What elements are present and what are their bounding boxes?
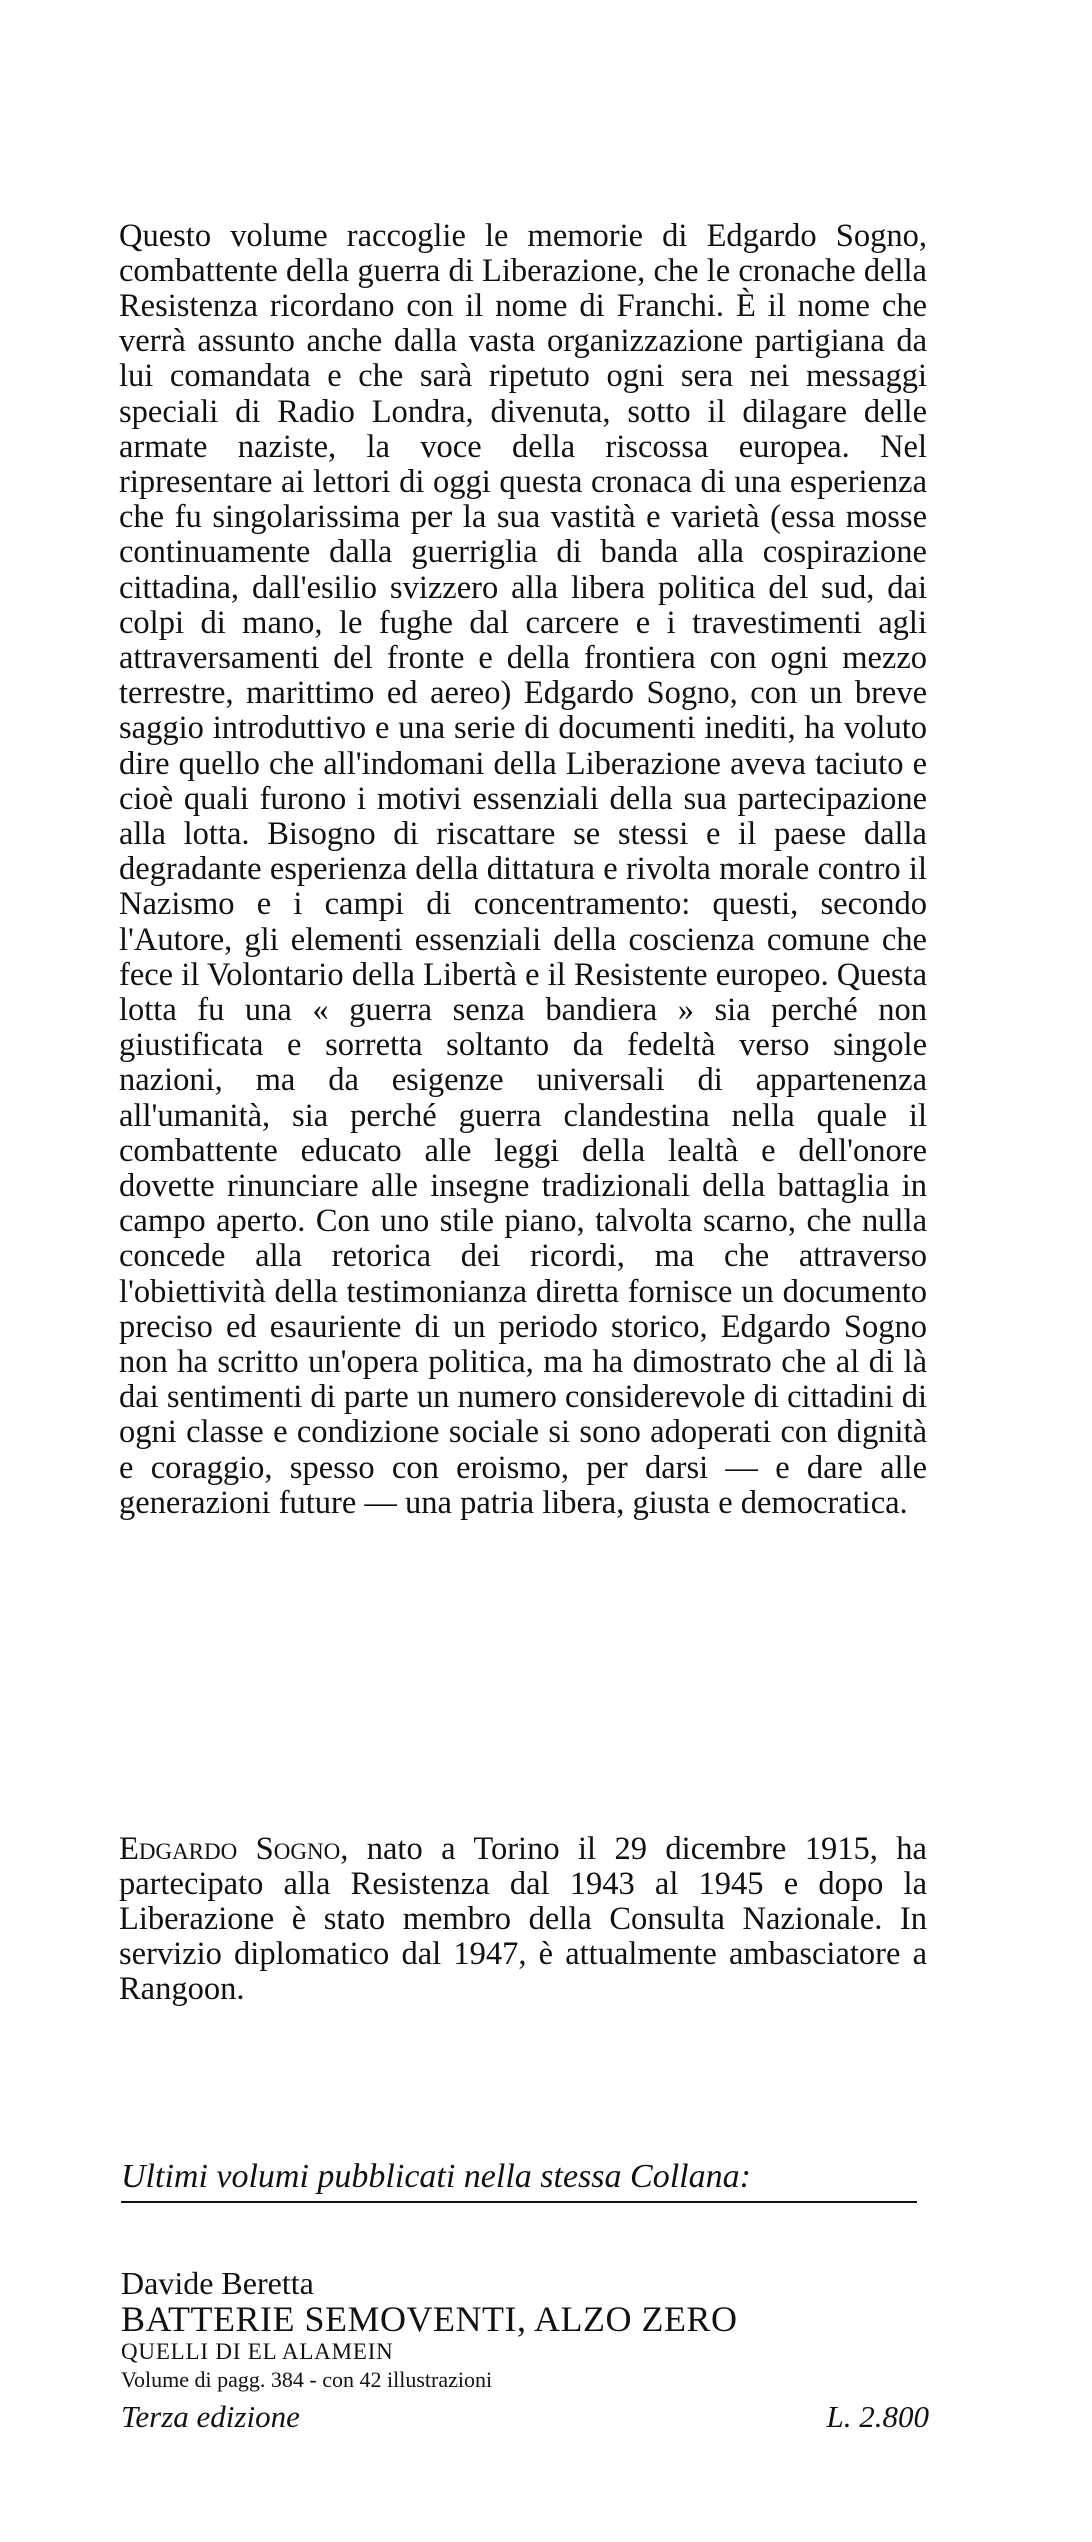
book-subtitle: QUELLI DI EL ALAMEIN <box>121 2339 394 2364</box>
book-price: L. 2.800 <box>826 2399 929 2434</box>
book-edition: Terza edizione <box>121 2399 300 2434</box>
author-bio-name: Edgardo Sogno <box>119 1830 341 1867</box>
book-author: Davide Beretta <box>121 2265 314 2301</box>
book-pages-info: Volume di pagg. 384 - con 42 illustrazioni <box>121 2367 493 2392</box>
description-paragraph: Questo volume raccoglie le memorie di Edgardo Sogno, combattente della guerra di Liberazione, che le cronache della Resistenza ricordano con il nome di Franchi. È il nome che verrà assunto anche dalla vasta organizzazione partigiana da lui comandata e che sarà ripetuto ogni sera nei messaggi speciali di Radio Londra, divenuta, sotto il dilagare delle armate naziste, la voce della riscossa europea. Nel ripresentare ai lettori di oggi questa cronaca di una esperienza che fu singolarissima per la sua vastità e varietà (essa mosse continuamente dalla guerriglia di banda alla cospirazione cittadina, dall'esilio svizzero alla libera politica del sud, dai colpi di mano, le fughe dal carcere e i travestimenti agli attraversamenti del fronte e della frontiera con ogni mezzo terrestre, marittimo ed aereo) Edgardo Sogno, con un breve saggio introduttivo e una serie di documenti inediti, ha voluto dire quello che all'indomani della Liberazione aveva taciuto e cioè quali furono i motivi essenziali della sua partecipazione alla lotta. Bisogno di riscattare se stessi e il paese dalla degradante esperienza della dittatura e rivolta morale contro il Nazismo e i campi di concentramento: questi, secondo l'Autore, gli elementi essenziali della coscienza comune che fece il Volontario della Libertà e il Resistente europeo. Questa lotta fu una « guerra senza bandiera » sia perché non giustificata e sorretta soltanto da fedeltà verso singole nazioni, ma da esigenze universali di appartenenza all'umanità, sia perché guerra clandestina nella quale il combattente educato alle leggi della lealtà e dell'onore dovette rinunciare alle insegne tradizionali della battaglia in campo aperto. Con uno stile piano, talvolta scarno, che nulla concede alla retorica dei ricordi, ma che attraverso l'obiettività della testimonianza diretta fornisce un documento preciso ed esauriente di un periodo storico, Edgardo Sogno non ha scritto un'opera politica, ma ha dimostrato che al di là dai sentimenti di parte un numero considerevole di cittadini di ogni classe e condizione sociale si sono adoperati con dignità e coraggio, spesso con eroismo, per darsi — e dare alle generazioni future — una patria libera, giusta e democratica. <box>119 217 927 1521</box>
author-bio <box>119 1832 927 2008</box>
book-listing <box>121 2266 929 2436</box>
book-title: BATTERIE SEMOVENTI, ALZO ZERO <box>121 2299 738 2339</box>
series-heading: Ultimi volumi pubblicati nella stessa Collana: <box>121 2157 917 2203</box>
author-bio-text: , nato a Torino il 29 dicembre 1915, ha partecipato alla Resistenza dal 1943 al 1945 e dopo la Liberazione è stato membro della Consulta Nazionale. In servizio diplomatico dal 1947, è attualmente ambasciatore a Rangoon. <box>119 1830 927 2008</box>
book-footer <box>121 2398 929 2436</box>
